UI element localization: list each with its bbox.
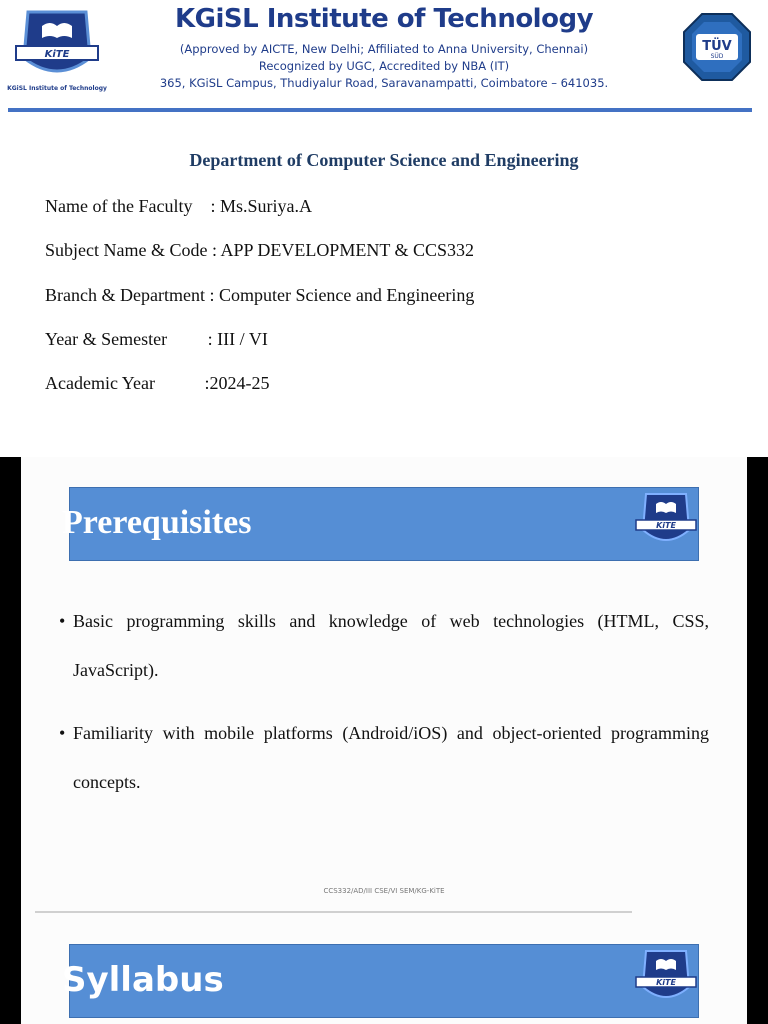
header-rule bbox=[8, 108, 752, 112]
row-value: : APP DEVELOPMENT & CCS332 bbox=[211, 240, 475, 260]
row-value: : Ms.Suriya.A bbox=[210, 196, 312, 216]
svg-text:TÜV: TÜV bbox=[702, 39, 732, 54]
academic-year-row bbox=[45, 373, 269, 394]
bullet-text: Basic programming skills and knowledge of web technologies (HTML, CSS, JavaScript). bbox=[73, 611, 709, 680]
row-value: : Computer Science and Engineering bbox=[209, 285, 475, 305]
list-item bbox=[59, 709, 709, 807]
faculty-row bbox=[45, 196, 312, 217]
recognition-line: Recognized by UGC, Accredited by NBA (IT) bbox=[258, 59, 510, 73]
department-heading: Department of Computer Science and Engineering bbox=[189, 150, 579, 170]
prerequisites-slide bbox=[0, 457, 768, 1024]
syllabus-banner bbox=[62, 944, 699, 1018]
slide-canvas bbox=[21, 457, 747, 1024]
row-label: Academic Year bbox=[45, 373, 205, 393]
tuv-sud-logo bbox=[682, 12, 752, 82]
slide-footer: CCS332/AD/III CSE/VI SEM/KG-KiTE bbox=[323, 887, 445, 895]
kite-badge-icon bbox=[634, 490, 698, 556]
prerequisites-banner bbox=[62, 487, 699, 561]
bullet-icon: • bbox=[59, 611, 66, 631]
bullet-text: Familiarity with mobile platforms (Android/iOS) and object-oriented programming concepts. bbox=[73, 723, 709, 792]
slide-title: Prerequisites bbox=[62, 504, 252, 541]
svg-text:KiTE: KiTE bbox=[656, 521, 676, 530]
svg-text:KiTE: KiTE bbox=[44, 49, 70, 60]
list-item bbox=[59, 597, 709, 695]
row-label: Year & Semester bbox=[45, 329, 208, 349]
bullet-icon: • bbox=[59, 723, 66, 743]
address-line: 365, KGiSL Campus, Thudiyalur Road, Saravanampatti, Coimbatore – 641035. bbox=[159, 76, 609, 90]
slide-title: Syllabus bbox=[62, 960, 224, 1000]
subject-row bbox=[45, 240, 474, 261]
row-value: :2024-25 bbox=[204, 373, 270, 393]
branch-row bbox=[45, 285, 474, 306]
row-label: Branch & Department bbox=[45, 285, 210, 305]
kite-badge-icon bbox=[634, 947, 698, 1013]
prerequisites-list bbox=[59, 597, 709, 821]
svg-text:KiTE: KiTE bbox=[656, 978, 676, 987]
semester-row bbox=[45, 329, 268, 350]
row-label: Subject Name & Code bbox=[45, 240, 212, 260]
row-value: : III / VI bbox=[207, 329, 268, 349]
svg-text:SÜD: SÜD bbox=[710, 53, 724, 60]
approval-line: (Approved by AICTE, New Delhi; Affiliated to Anna University, Chennai) bbox=[179, 42, 589, 56]
title-slide bbox=[0, 0, 768, 457]
svg-text:KGiSL Institute of Technology: KGiSL Institute of Technology bbox=[7, 85, 107, 92]
slide-separator bbox=[35, 911, 632, 913]
row-label: Name of the Faculty bbox=[45, 196, 211, 216]
institute-name: KGiSL Institute of Technology bbox=[174, 4, 594, 34]
